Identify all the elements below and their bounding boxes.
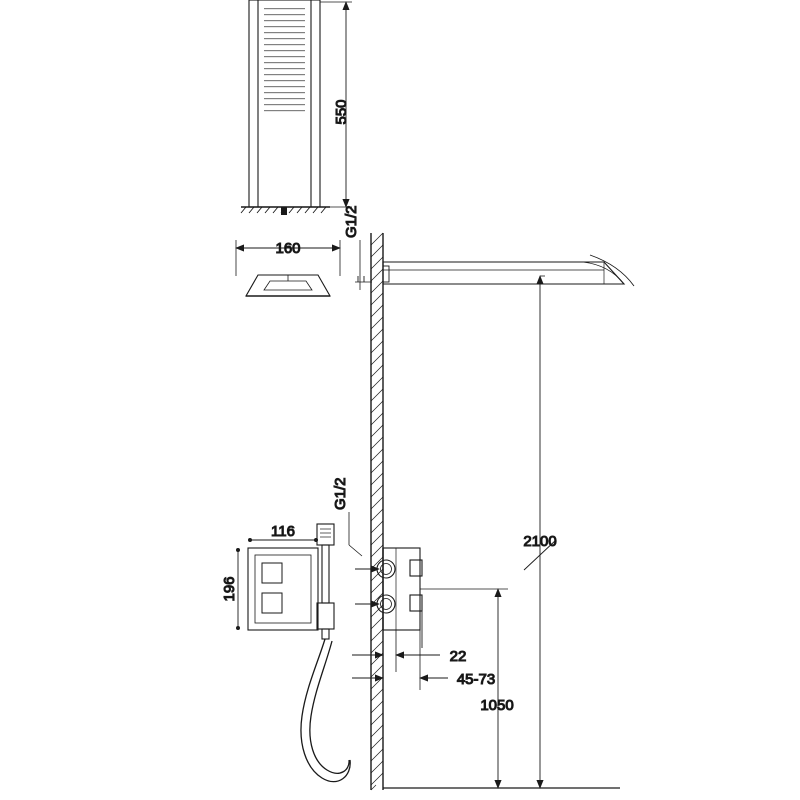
dimension-2100-label: 2100 (523, 533, 557, 550)
shower-panel-elevation (241, 0, 330, 215)
dimension-2100 (524, 276, 556, 788)
wall-section (371, 233, 383, 790)
shower-arm-assembly (383, 255, 634, 286)
shower-head-topview (246, 275, 330, 296)
inlet-top-leader (355, 240, 372, 290)
dimension-1050-label: 1050 (480, 697, 514, 714)
mixer-body-section (355, 548, 422, 648)
dimension-22-label: 22 (449, 648, 467, 665)
hand-shower-assembly (301, 524, 350, 782)
dimension-45-73-label: 45-73 (456, 671, 496, 688)
thermostatic-plate-front (248, 548, 318, 630)
dimension-116-label: 116 (271, 523, 295, 540)
dimension-45-73 (352, 630, 448, 690)
inlet-mixer-leader (349, 512, 362, 556)
spray-holes (264, 8, 305, 111)
dimension-22 (352, 630, 440, 672)
dimension-550-label: 550 (333, 99, 350, 125)
dimension-196-label: 196 (221, 576, 238, 602)
dimension-1050 (420, 589, 508, 788)
inlet-top-label: G1/2 (343, 205, 360, 238)
inlet-mixer-label: G1/2 (332, 477, 349, 510)
dimension-160-label: 160 (275, 240, 301, 257)
